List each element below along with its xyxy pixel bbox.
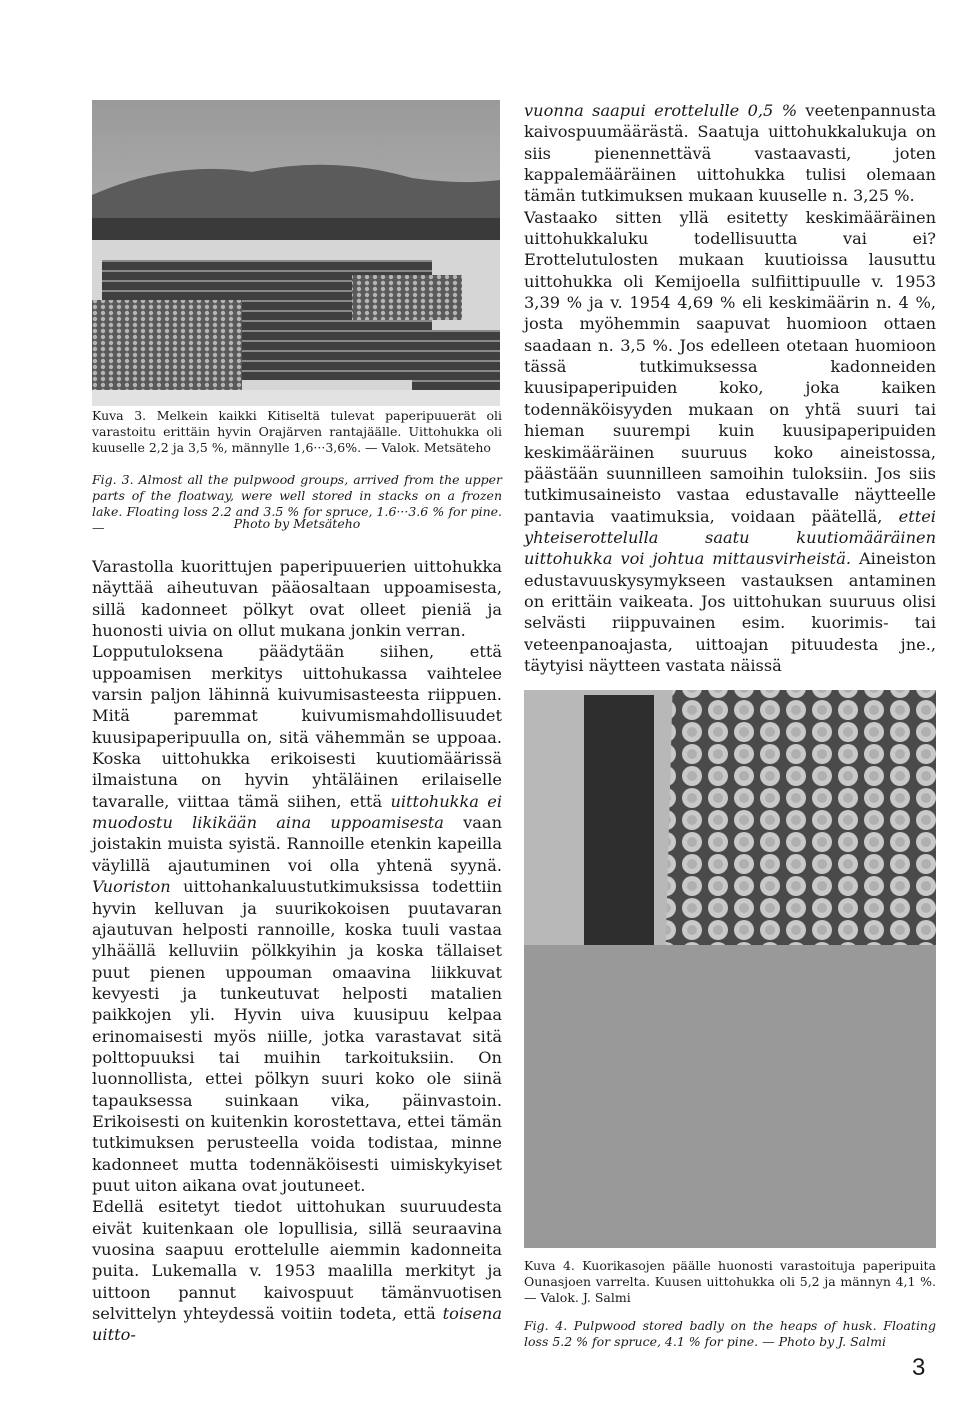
page-number: 3 xyxy=(912,1354,926,1381)
paragraph: Edellä esitetyt tiedot uittohukan suuruudesta eivät kuitenkaan ole lopullisia, sillä seuraavina vuosina saapuu erottelulle aiemmin kadonneita puita. Lukemalla v. 1953 maalilla merkityt ja uittoon pannut kaivospuut tämänvuotisen selvittelyn yhteydessä voitiin todeta, että toisena uitto- xyxy=(92,1197,502,1345)
pulpwood-stack-worker-image xyxy=(524,690,936,1248)
right-column-text xyxy=(524,100,936,676)
figure-4-caption-fi: Kuva 4. Kuorikasojen päälle huonosti varastoituja paperipuita Ounasjoen varrelta. Kuusen uittohukka oli 5,2 ja männyn 4,1 %. — Valok. J. Salmi xyxy=(524,1258,936,1305)
paragraph: Varastolla kuorittujen paperipuuerien uittohukka näyttää aiheutuvan pääosaltaan uppoamisesta, sillä kadonneet pölkyt ovat olleet pieniä ja huonosti uivia on ollut mukana jonkin verran. xyxy=(92,557,502,641)
paragraph: Vastaako sitten yllä esitetty keskimääräinen uittohukkaluku todellisuutta vai ei? Erottelutulosten mukaan kuutioissa lausuttu uittohukka oli Kemijoella sulfiittipuulle v. 1953 3,39 % ja v. 1954 4,69 % eli keskimäärin n. 4 %, josta myöhemmin saapuvat huomioon ottaen saadaan n. 3,5 %. Jos edelleen otetaan huomioon tässä tutkimuksessa kadonneiden kuusipaperipuiden koko, joka kaiken todennäköisyyden mukaan on yhtä suuri tai hieman suurempi kuin kuusipaperipuiden keskimääräinen suuruus koko aineistossa, päästään suunnilleen samoihin tuloksiin. Jos siis tutkimusaineisto vastaa edustavalle näytteelle pantavia vaatimuksia, voidaan päätellä, ettei yhteiserottelulla saatu kuutiomääräinen uittohukka voi johtua mittausvirheistä. Aineiston edustavuuskysymykseen vastauksen antaminen on erittäin vaikeata. Jos uittohukan suuruus olisi selvästi riippuvainen esim. kuorimis- tai veteenpanoajasta, uittoajan pituudesta jne., täytyisi näytteen vastata näissä xyxy=(524,207,936,675)
left-column-text xyxy=(92,556,502,1346)
paragraph: vuonna saapui erottelulle 0,5 % veetenpannusta kaivospuumäärästä. Saatuja uittohukkalukuja on siis pienennettävä vastaavasti, joten kappalemääräinen uittohukka tulisi olemaan tämän tutkimuksen mukaan kuuselle n. 3,25 %. xyxy=(524,101,936,206)
figure-3-credit: Photo by Metsäteho xyxy=(233,516,361,531)
figure-3-photo xyxy=(92,100,500,406)
log-stacks-lake-image xyxy=(92,100,500,406)
figure-4-photo xyxy=(524,690,936,1248)
figure-3-caption-fi: Kuva 3. Melkein kaikki Kitiseltä tulevat paperipuuerät oli varastoitu erittäin hyvin Orajärven rantajäälle. Uittohukka oli kuuselle 2,2 ja 3,5 %, männylle 1,6···3,6%. — Valok. Metsäteho xyxy=(92,408,502,455)
figure-4-caption-en: Fig. 4. Pulpwood stored badly on the heaps of husk. Floating loss 5.2 % for spruce, 4.1 % for pine. — Photo by J. Salmi xyxy=(524,1318,936,1349)
paragraph: Lopputuloksena päädytään siihen, että uppoamisen merkitys uittohukassa vaihtelee varsin paljon lähinnä kuivumisasteesta riippuen. Mitä paremmat kuivumismahdollisuudet kuusipaperipuulla on, sitä vähemmän se uppoaa. Koska uittohukka erikoisesti kuutiomäärissä ilmaistuna on hyvin yhtäläinen erilaiselle tavaralle, viittaa tämä siihen, että uittohukka ei muodostu likikään aina uppoamisesta vaan joistakin muista syistä. Rannoille etenkin kapeilla väylillä ajautuminen voi olla yhtenä syynä. Vuoriston uittohankaluustutkimuksissa todettiin hyvin kelluvan ja suurikokoisen puutavaran ajautuvan helposti rannoille, koska tuuli vastaa ylhäällä kelluviin pölkkyihin ja koska tällaiset puut pienen uppouman omaavina liikkuvat kevyesti ja tunkeutuvat helposti matalien paikkojen yli. Hyvin uiva kuusipuu kelpaa erinomaisesti myös niille, jotka varastavat sitä polttopuuksi tai muihin tarkoituksiin. On luonnollista, ettei pölkyn suuri koko ole siinä tapauksessa suinkaan vika, päinvastoin. Erikoisesti on kuitenkin korostettava, ettei tämän tutkimuksen perusteella voida todistaa, minne kadonneet mutta todennäköisesti uimiskykyiset puut uiton aikana ovat joutuneet. xyxy=(92,642,503,1195)
figure-3-caption-en: Fig. 3. Almost all the pulpwood groups, arrived from the upper parts of the floatway, were well stored in stacks on a frozen lake. Floating loss 2.2 and 3.5 % for spruce, 1.6···3.6 % for pine. — xyxy=(92,472,502,535)
